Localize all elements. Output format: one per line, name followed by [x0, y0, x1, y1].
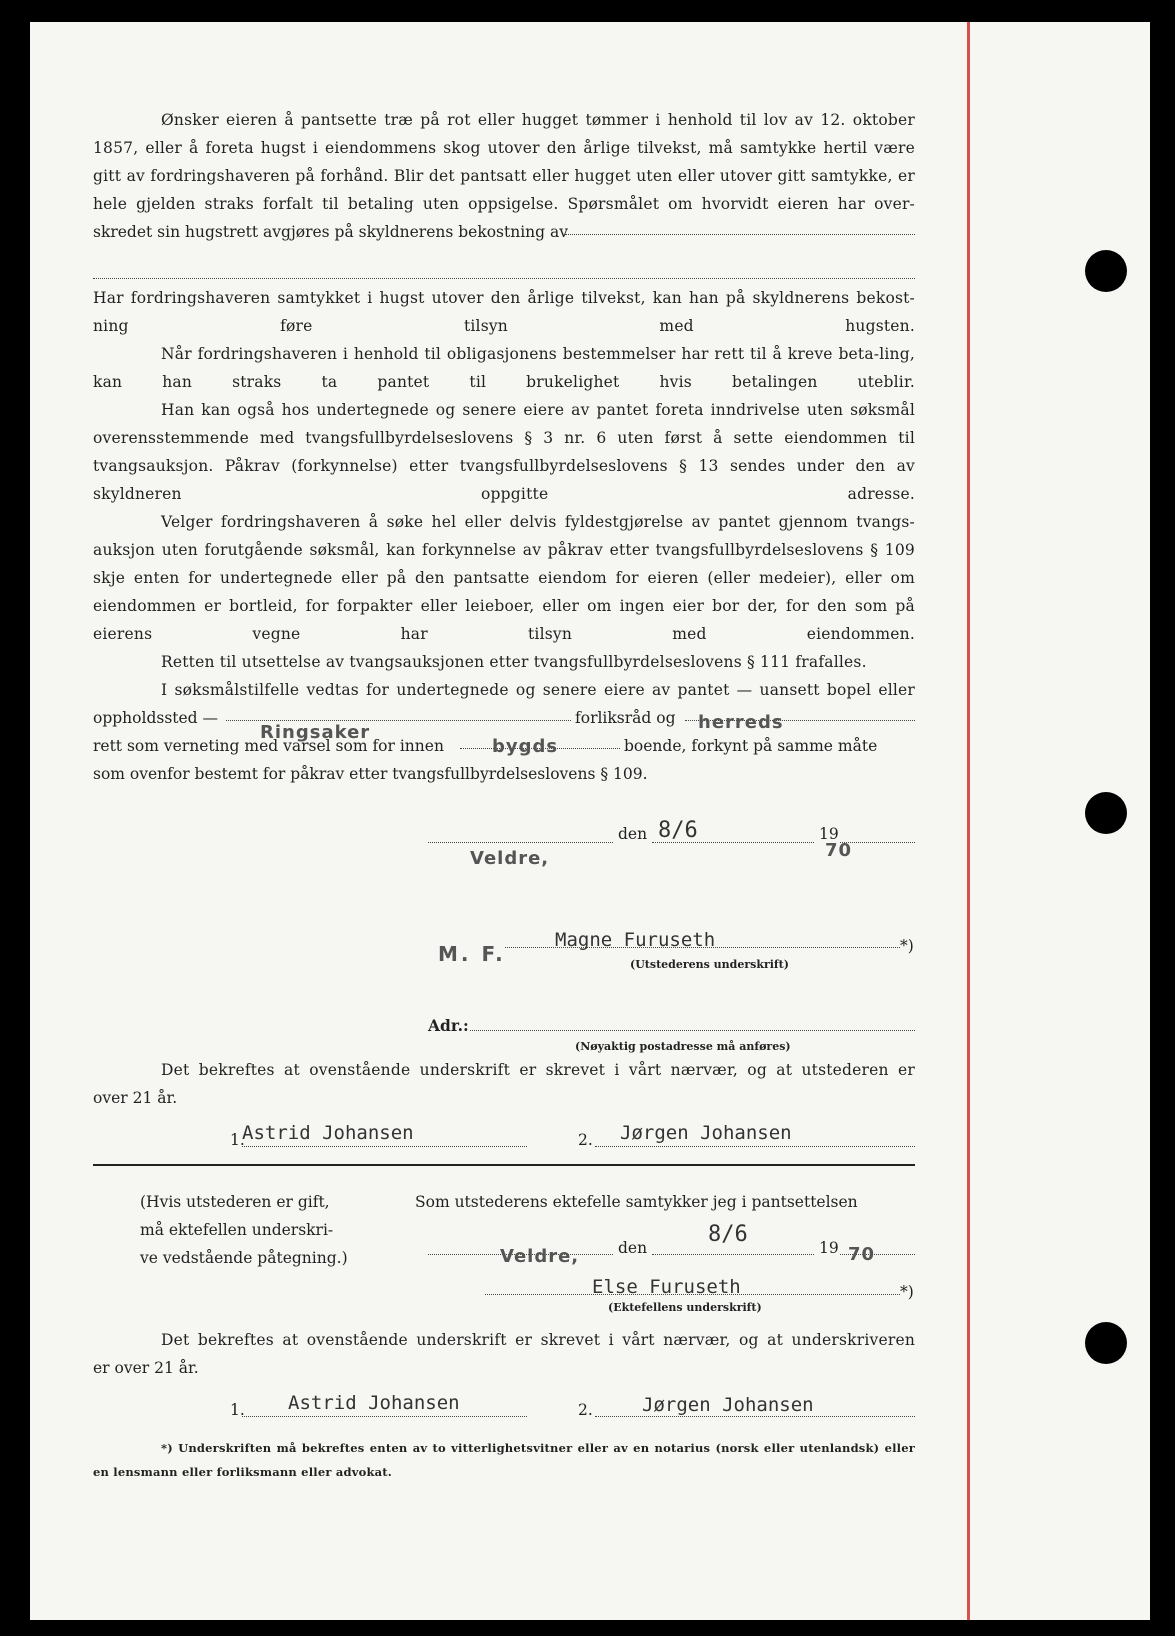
spouse-caption: (Ektefellens underskrift) — [608, 1301, 762, 1314]
issuer-footnote-mark: *) — [900, 937, 914, 955]
date-value: 8/6 — [658, 818, 698, 843]
punch-hole-icon — [1085, 250, 1127, 292]
paragraph-logging-last: skredet sin hugstrett avgjøres på skyldnerens bekostning av — [93, 223, 569, 241]
witness-1-name: Astrid Johansen — [242, 1122, 414, 1144]
spouse-consent: Som utstederens ektefelle samtykker jeg i pantsettelsen — [415, 1193, 858, 1211]
venue-line2-prefix: rett som verneting med varsel som for innen — [93, 737, 444, 755]
spouse-date-field[interactable] — [652, 1254, 814, 1255]
witness-1-line-b[interactable] — [242, 1416, 527, 1417]
document-page — [30, 22, 1150, 1620]
witness-confirmation-1-last: over 21 år. — [93, 1089, 178, 1107]
venue-line3: som ovenfor bestemt for påkrav etter tvangsfullbyrdelseslovens § 109. — [93, 765, 648, 783]
venue-mid: forliksråd og — [575, 709, 676, 727]
address-label: Adr.: — [428, 1016, 469, 1035]
stamp-bygd: bygds — [492, 736, 559, 757]
spouse-den-label: den — [618, 1239, 648, 1257]
paragraph-collection: Han kan også hos undertegnede og senere eiere av pantet foreta inndrivelse uten søksmål overensstemmende med tvangsfullbyrdelseslovens § 3 nr. 6 uten først å sette eiendommen til tvangsauksjon. Påkrav (forkynnelse) etter tvangsfullbyrdelseslovens § 13 sendes under den av skyldneren oppgitte adresse. — [93, 401, 915, 503]
venue-line2-suffix: boende, forkynt på samme måte — [624, 737, 878, 755]
paragraph-auction: Velger fordringshaveren å søke hel eller delvis fyldestgjørelse av pantet gjennom tvangs-auksjon uten forutgående søksmål, kan forkynnelse av påkrav etter tvangsfullbyrdelseslovens § 109 skje enten for undertegnede eller på den pantsatte eiendom for eieren (eller medeier), eller om eiendommen er bortleid, for forpakter eller leieboer, eller om ingen eier bor der, for den som på eierens vegne har tilsyn med eiendommen. — [93, 513, 915, 643]
witness-2-line-b[interactable] — [595, 1416, 915, 1417]
witness-confirmation-2-last: er over 21 år. — [93, 1359, 199, 1377]
witness-2-name-b: Jørgen Johansen — [642, 1394, 814, 1416]
stamp-court: herreds — [698, 712, 784, 733]
address-caption: (Nøyaktig postadresse må anføres) — [575, 1040, 791, 1053]
punch-hole-icon — [1085, 1322, 1127, 1364]
witness-1-number-b: 1. — [230, 1401, 245, 1419]
issuer-signature: Magne Furuseth — [555, 929, 716, 951]
blank-line[interactable] — [226, 720, 571, 721]
spouse-note-line-3: ve vedstående påtegning.) — [140, 1249, 348, 1267]
den-label: den — [618, 825, 648, 843]
spouse-year-prefix: 19 — [819, 1239, 839, 1257]
spouse-date-value: 8/6 — [708, 1222, 748, 1247]
issuer-caption: (Utstederens underskrift) — [630, 958, 789, 971]
spouse-note-line-2: må ektefellen underskri- — [140, 1221, 334, 1239]
red-margin-line — [967, 22, 970, 1620]
section-divider — [93, 1164, 915, 1166]
witness-1-name-b: Astrid Johansen — [288, 1392, 460, 1414]
witness-2-number-b: 2. — [578, 1401, 593, 1419]
spouse-year-value: 70 — [848, 1244, 876, 1265]
paragraph-usufruct: Når fordringshaveren i henhold til obligasjonens bestemmelser har rett til å kreve beta-ling, kan han straks ta pantet til brukelighet hvis betalingen uteblir. — [93, 345, 915, 391]
footnote: *) Underskriften må bekreftes enten av to vitterlighetsvitner eller av en notarius (norsk eller utenlandsk) eller en lensmann eller forliksmann eller advokat. — [93, 1441, 915, 1479]
paragraph-logging: Ønsker eieren å pantsette træ på rot eller hugget tømmer i henhold til lov av 12. oktober 1857, eller å foreta hugst i eiendommens skog utover den årlige tilvekst, må samtykke hertil være gitt av fordringshaveren på forhånd. Blir det pantsatt eller hugget uten eller utover gitt samtykke, er hele gjelden straks forfalt til betaling uten oppsigelse. Spørsmålet om hvorvidt eieren har over- — [93, 111, 915, 213]
witness-1-line[interactable] — [242, 1146, 527, 1147]
paragraph-venue: I søksmålstilfelle vedtas for undertegnede og senere eiere av pantet — uansett bopel eller — [161, 681, 915, 699]
year-prefix: 19 — [819, 825, 839, 843]
blank-line[interactable] — [93, 278, 915, 279]
spouse-stamp-place: Veldre, — [500, 1246, 580, 1267]
witness-2-number: 2. — [578, 1131, 593, 1149]
witness-confirmation-2: Det bekreftes at ovenstående underskrift er skrevet i vårt nærvær, og at underskriveren — [161, 1331, 915, 1349]
stamp-place: Ringsaker — [260, 722, 371, 743]
blank-line[interactable] — [565, 234, 915, 235]
stamp-place-veldre: Veldre, — [470, 848, 550, 869]
year-value: 70 — [825, 840, 853, 861]
paragraph-supervision: Har fordringshaveren samtykket i hugst utover den årlige tilvekst, kan han på skyldnerens bekost-ning føre tilsyn med hugsten. — [93, 289, 915, 335]
venue-prefix: oppholdssted — — [93, 709, 219, 727]
punch-hole-icon — [1085, 792, 1127, 834]
place-field[interactable] — [428, 842, 613, 843]
address-field[interactable] — [470, 1030, 915, 1031]
spouse-footnote-mark: *) — [900, 1283, 914, 1301]
witness-1-number: 1. — [230, 1131, 245, 1149]
witness-2-line[interactable] — [595, 1146, 915, 1147]
paragraph-postponement: Retten til utsettelse av tvangsauksjonen etter tvangsfullbyrdelseslovens § 111 frafalles. — [161, 653, 867, 671]
spouse-note-line-1: (Hvis utstederen er gift, — [140, 1193, 330, 1211]
witness-confirmation-1: Det bekreftes at ovenstående underskrift er skrevet i vårt nærvær, og at utstederen er — [161, 1061, 915, 1079]
issuer-initials: M. F. — [438, 942, 506, 966]
witness-2-name: Jørgen Johansen — [620, 1122, 792, 1144]
spouse-signature: Else Furuseth — [592, 1276, 741, 1298]
